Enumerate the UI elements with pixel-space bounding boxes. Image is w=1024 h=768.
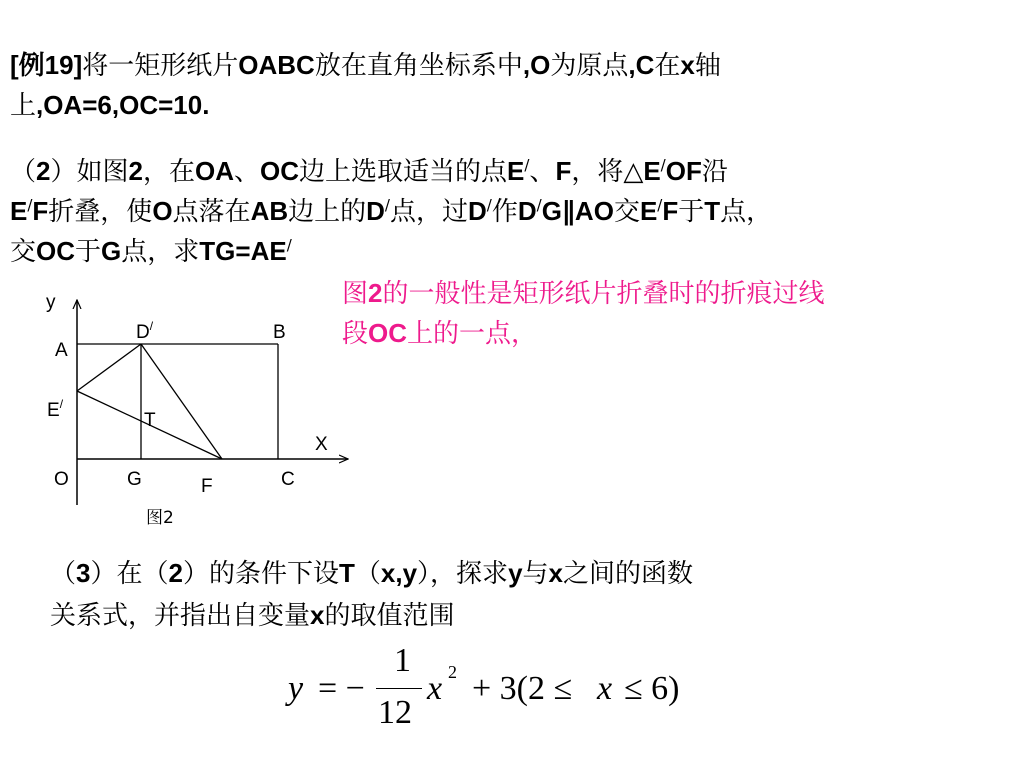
problem-text: x bbox=[680, 50, 695, 80]
label-x: X bbox=[315, 434, 328, 455]
prime-mark: / bbox=[657, 196, 663, 214]
part3-text: T bbox=[338, 558, 355, 588]
label-t: T bbox=[144, 410, 156, 431]
part2-text: OC bbox=[260, 156, 299, 186]
prime-mark: / bbox=[660, 156, 666, 174]
prime-mark: / bbox=[486, 196, 492, 214]
part2-text: 点，求 bbox=[121, 237, 200, 267]
part3-text: x bbox=[310, 600, 325, 630]
part3-text: （ bbox=[354, 559, 381, 589]
part3-text: x,y bbox=[380, 558, 418, 588]
part2-text: 、 bbox=[233, 157, 260, 187]
part2-text: 交 bbox=[613, 197, 640, 227]
label-f: F bbox=[201, 476, 213, 497]
part2-text: （ bbox=[10, 157, 37, 187]
part3-text: 2 bbox=[168, 558, 183, 588]
answer-formula bbox=[284, 642, 704, 738]
part2-text: TG=AE bbox=[199, 236, 287, 266]
fraction-bar bbox=[376, 688, 422, 689]
part3-text: 3 bbox=[76, 558, 91, 588]
problem-text: 上 bbox=[10, 91, 37, 121]
label-d bbox=[136, 316, 153, 343]
part2-text: E bbox=[507, 156, 525, 186]
note-text: 图 bbox=[342, 279, 369, 309]
part3-text: ），探求 bbox=[417, 559, 509, 589]
part3-text: 的取值范围 bbox=[324, 601, 455, 631]
formula-y: y bbox=[288, 670, 304, 707]
formula-plus: + 3(2 ≤ bbox=[472, 670, 573, 707]
part2-text: F bbox=[555, 156, 572, 186]
part3-line-1 bbox=[50, 558, 693, 589]
problem-text: , bbox=[628, 50, 636, 80]
prime-mark: / bbox=[27, 196, 33, 214]
label-y: y bbox=[46, 292, 56, 313]
part2-text: T bbox=[704, 196, 721, 226]
part2-text: ，将△ bbox=[571, 157, 644, 187]
part2-text: ）如图 bbox=[50, 157, 129, 187]
formula-denominator: 12 bbox=[378, 694, 412, 731]
part2-text: 作 bbox=[491, 197, 518, 227]
problem-text: ,OA=6,OC=10. bbox=[36, 90, 210, 120]
part3-text: 关系式，并指出自变量 bbox=[50, 601, 311, 631]
figure-caption: 图2 bbox=[146, 508, 174, 528]
part3-text: 之间的函数 bbox=[563, 559, 694, 589]
problem-text: 为原点 bbox=[550, 51, 629, 81]
part2-text: D bbox=[366, 196, 385, 226]
part3-text: ）的条件下设 bbox=[182, 559, 339, 589]
note-text: 2 bbox=[368, 278, 383, 308]
note-text: OC bbox=[368, 318, 408, 348]
problem-text: 在 bbox=[654, 51, 681, 81]
formula-numerator: 1 bbox=[394, 642, 411, 679]
problem-text: OABC bbox=[238, 50, 315, 80]
part2-text: 边上选取适当的点 bbox=[299, 157, 508, 187]
prime-mark: / bbox=[149, 319, 154, 333]
part2-text: 折叠，使 bbox=[48, 197, 153, 227]
part2-text: F bbox=[32, 196, 49, 226]
label-d-letter: D bbox=[136, 322, 150, 343]
part2-text: 点，过 bbox=[389, 197, 468, 227]
part2-text: E bbox=[10, 196, 28, 226]
part2-text: D bbox=[468, 196, 487, 226]
problem-text: 轴 bbox=[694, 51, 721, 81]
part2-text: 2 bbox=[128, 156, 143, 186]
note-text: 的一般性是矩形纸片折叠时的折痕过线 bbox=[382, 279, 825, 309]
part2-text: 边上的 bbox=[288, 197, 367, 227]
part3-text: （ bbox=[50, 559, 77, 589]
part3-text: 与 bbox=[522, 559, 549, 589]
label-e-letter: E bbox=[47, 400, 60, 421]
segment-df bbox=[141, 344, 222, 459]
prime-mark: / bbox=[384, 196, 390, 214]
label-c: C bbox=[281, 469, 295, 490]
formula-exponent: 2 bbox=[448, 662, 457, 682]
label-b: B bbox=[273, 322, 286, 343]
part2-text: 点， bbox=[720, 197, 773, 227]
part2-text: 2 bbox=[36, 156, 51, 186]
part2-text: 沿 bbox=[701, 157, 728, 187]
part2-text: OF bbox=[665, 156, 702, 186]
part2-text: E bbox=[639, 196, 658, 226]
label-g: G bbox=[127, 469, 142, 490]
problem-text: O bbox=[530, 50, 551, 80]
part2-text: 交 bbox=[10, 237, 37, 267]
part2-text: G bbox=[101, 236, 122, 266]
part2-text: OC bbox=[36, 236, 76, 266]
problem-text: 将一矩形纸片 bbox=[82, 51, 239, 81]
label-e bbox=[47, 394, 63, 421]
prime-mark: / bbox=[536, 196, 542, 214]
part2-text: 于 bbox=[678, 197, 705, 227]
part2-text: E bbox=[643, 156, 661, 186]
formula-x: x bbox=[427, 670, 443, 707]
problem-tag: [例19] bbox=[10, 50, 83, 80]
label-a: A bbox=[55, 340, 68, 361]
part2-text: 点落在 bbox=[172, 197, 251, 227]
label-o: O bbox=[54, 469, 69, 490]
segment-ed bbox=[77, 344, 141, 391]
note-text: 上的一点， bbox=[407, 319, 538, 349]
part2-text: G∥AO bbox=[541, 196, 614, 226]
part2-text: D bbox=[517, 196, 537, 226]
problem-text: C bbox=[635, 50, 655, 80]
problem-text: 放在直角坐标系中 bbox=[314, 51, 523, 81]
problem-text: , bbox=[522, 50, 531, 80]
part2-text: F bbox=[662, 196, 679, 226]
part2-text: O bbox=[152, 196, 173, 226]
part2-text: 、 bbox=[529, 157, 556, 187]
part2-text: AB bbox=[250, 196, 289, 226]
prime-mark: / bbox=[59, 397, 64, 411]
prime-mark: / bbox=[524, 156, 530, 174]
part2-text: ，在 bbox=[142, 157, 195, 187]
part3-text: ）在（ bbox=[90, 559, 169, 589]
formula-x2: x bbox=[597, 670, 613, 707]
part3-line-2 bbox=[50, 600, 455, 631]
part3-text: y bbox=[508, 558, 523, 588]
part2-text: 于 bbox=[75, 237, 102, 267]
formula-tail: ≤ 6) bbox=[624, 670, 680, 707]
prime-mark: / bbox=[286, 236, 292, 254]
part3-text: x bbox=[548, 558, 564, 588]
formula-equals: = − bbox=[318, 670, 365, 707]
note-text: 段 bbox=[342, 319, 369, 349]
part2-text: OA bbox=[194, 156, 234, 186]
